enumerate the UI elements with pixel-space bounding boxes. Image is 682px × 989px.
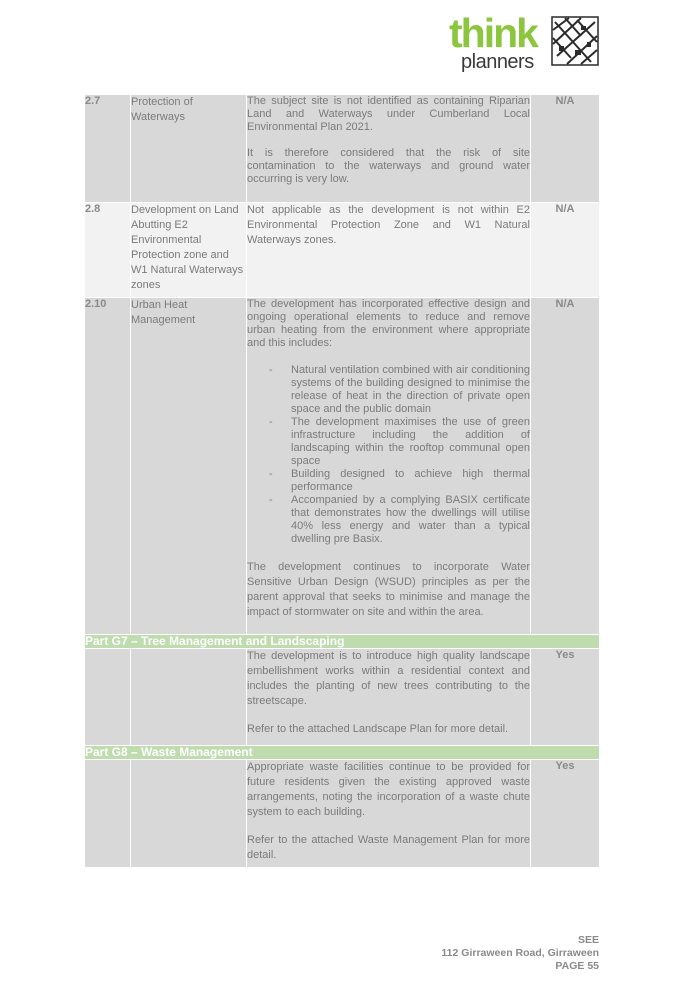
page-number: PAGE 55 [555,960,599,972]
measures-list [247,364,530,546]
compliance-table [84,94,600,868]
clause-number: 2.8 [85,203,131,298]
dash-bullet: - [269,364,273,376]
section-header-row [85,635,600,649]
page-footer [441,934,599,973]
comment-paragraph: Appropriate waste facilities continue to be provided for future residents given the existing approved waste arrangements, noting the incorporation of a waste chute system to each building. [247,761,530,818]
section-header-row [85,746,600,760]
comment-paragraph: Refer to the attached Landscape Plan for more detail. [247,723,509,735]
section-heading: Part G8 – Waste Management [85,746,600,760]
dash-bullet: - [269,468,273,480]
compliance-status: N/A [531,203,600,298]
footer-label: SEE [577,934,599,946]
control-comment [247,203,531,298]
think-planners-logo [449,10,599,73]
footer-address: 112 Girraween Road, Girraween [441,947,599,959]
list-item [247,364,530,416]
comment-paragraph: It is therefore considered that the risk of site contamination to the waterways and ground water occurring is very low. [247,147,530,185]
table-row [85,95,600,203]
list-item [247,494,530,546]
dash-bullet: - [269,416,273,428]
list-item-text: Building designed to achieve high thermal performance [291,468,530,493]
comment-paragraph: The development has incorporated effective design and ongoing operational elements to reduce and remove urban heating from the environment where appropriate and this includes: [247,298,530,349]
empty-cell [131,760,247,868]
compliance-status: N/A [531,95,600,203]
list-item [247,468,530,494]
comment-paragraph: Not applicable as the development is not within E2 Environmental Protection Zone and W1 Natural Waterways zones. [247,204,530,246]
table-row [85,298,600,635]
comment-paragraph: The development is to introduce high quality landscape embellishment works within a residential context and includes the planting of new trees contributing to the streetscape. [247,650,530,707]
control-comment [247,298,531,635]
logo-map-icon [551,16,599,66]
section-heading: Part G7 – Tree Management and Landscaping [85,635,600,649]
control-comment [247,760,531,868]
empty-cell [85,760,131,868]
clause-number: 2.10 [85,298,131,635]
compliance-status: Yes [531,760,600,868]
dash-bullet: - [269,494,273,506]
control-name: Urban Heat Management [131,298,247,635]
list-item-text: The development maximises the use of green infrastructure including the addition of landscaping within the rooftop communal open space [291,416,530,467]
comment-paragraph: Refer to the attached Waste Management Plan for more detail. [247,834,530,861]
list-item-text: Accompanied by a complying BASIX certificate that demonstrates how the dwellings will utilise 40% less energy and water than a typical dwelling pre Basix. [291,494,530,545]
table-row [85,203,600,298]
compliance-status: Yes [531,649,600,746]
table-row [85,760,600,868]
control-name: Development on Land Abutting E2 Environmental Protection zone and W1 Natural Waterways zones [131,203,247,298]
logo-planners-text: planners [461,51,534,73]
control-comment [247,95,531,203]
comment-paragraph: The development continues to incorporate Water Sensitive Urban Design (WSUD) principles as per the parent approval that seeks to minimise and manage the impact of stormwater on site and within the area. [247,561,530,618]
table-row [85,649,600,746]
control-name: Protection of Waterways [131,95,247,203]
logo-wordmark [449,10,544,73]
comment-paragraph: The subject site is not identified as containing Riparian Land and Waterways under Cumberland Local Environmental Plan 2021. [247,95,530,133]
clause-number: 2.7 [85,95,131,203]
empty-cell [131,649,247,746]
compliance-status: N/A [531,298,600,635]
list-item [247,416,530,468]
logo-think-text: think [449,10,537,56]
control-comment [247,649,531,746]
list-item-text: Natural ventilation combined with air conditioning systems of the building designed to minimise the release of heat in the direction of private open space and the public domain [291,364,530,415]
empty-cell [85,649,131,746]
